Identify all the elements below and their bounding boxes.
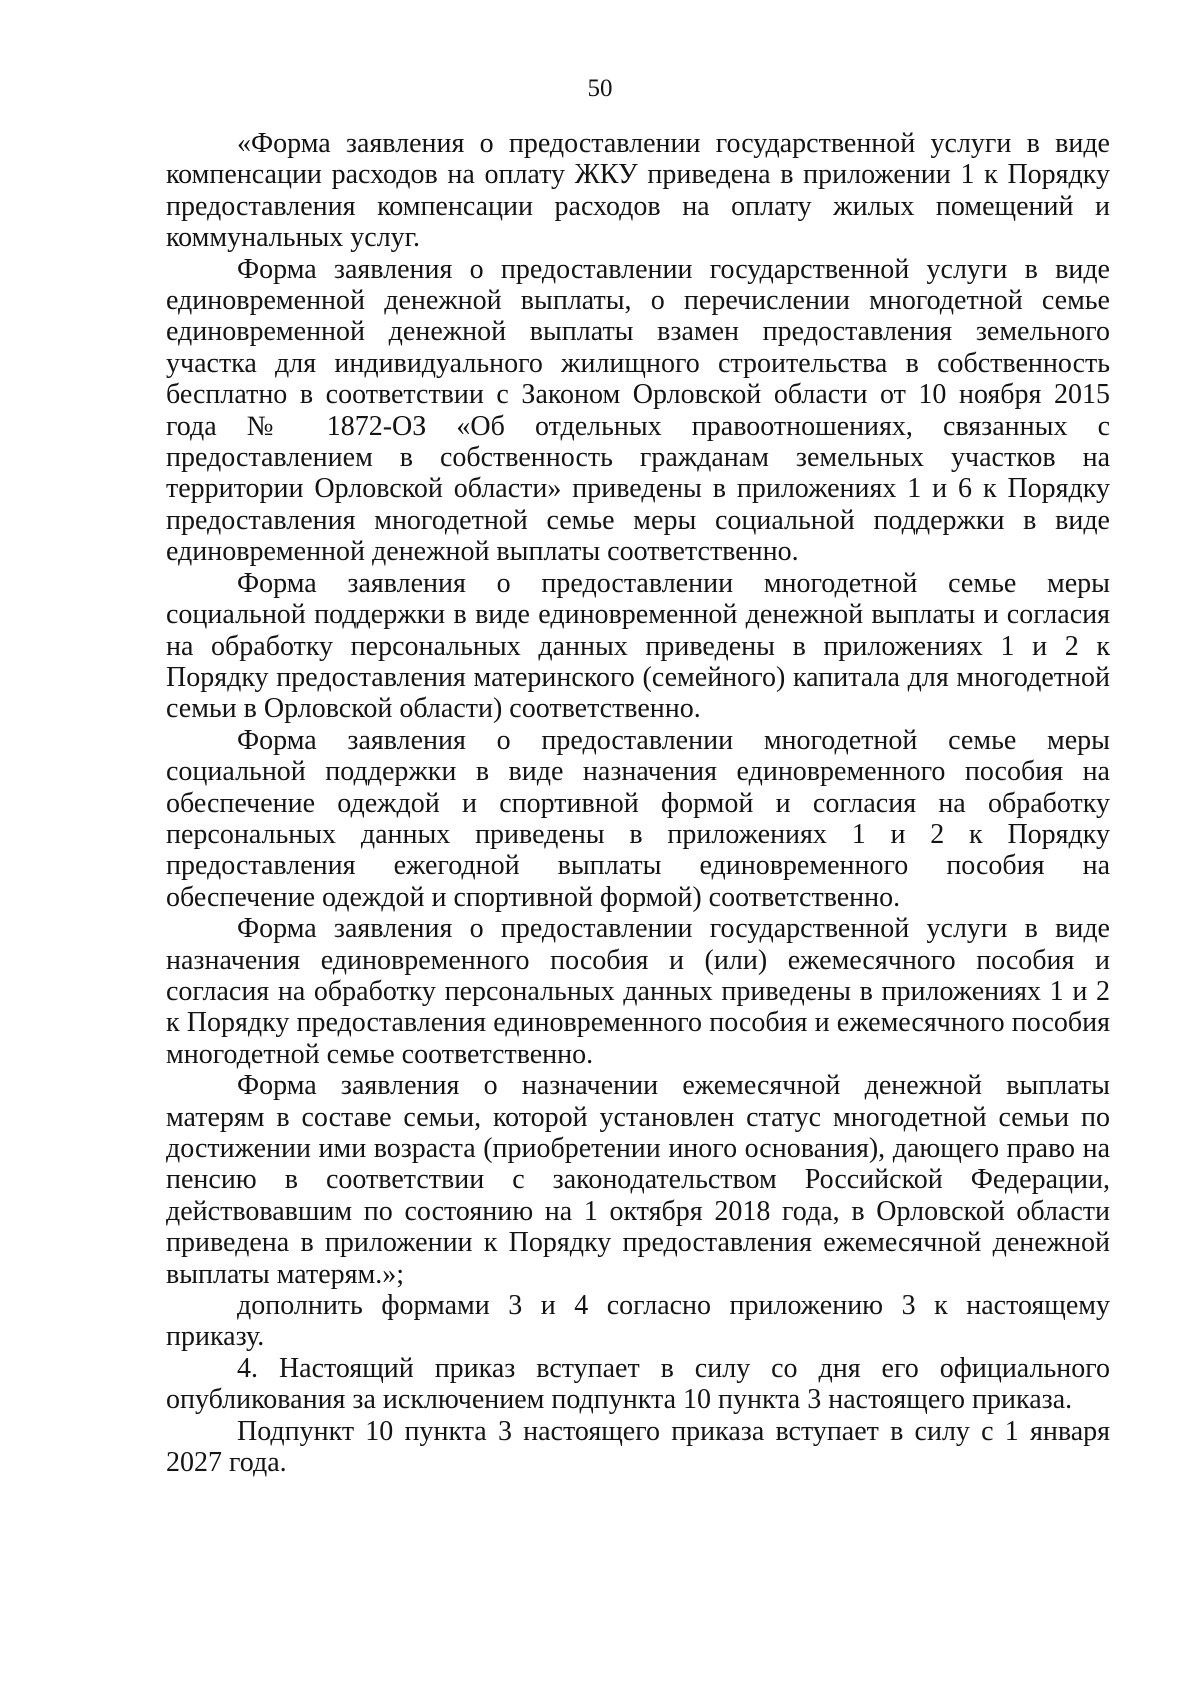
- paragraph-1: «Форма заявления о предоставлении государственной услуги в виде компенсации расходов на оплату ЖКУ приведена в приложении 1 к Порядку предоставления компенсации расходов на оплату жилых помещений и коммунальных услуг.: [166, 128, 1110, 254]
- paragraph-9: Подпункт 10 пункта 3 настоящего приказа вступает в силу с 1 января 2027 года.: [166, 1415, 1110, 1479]
- paragraph-3: Форма заявления о предоставлении многодетной семье меры социальной поддержки в виде единовременной денежной выплаты и согласия на обработку персональных данных приведены в приложениях 1 и 2 к Порядку предоставления материнского (семейного) капитала для многодетной семьи в Орловской области) соответственно.: [166, 567, 1110, 725]
- document-body: [166, 128, 1110, 1478]
- paragraph-7: дополнить формами 3 и 4 согласно приложению 3 к настоящему приказу.: [166, 1290, 1110, 1353]
- paragraph-6: Форма заявления о назначении ежемесячной денежной выплаты матерям в составе семьи, которой установлен статус многодетной семьи по достижении ими возраста (приобретении иного основания), дающего право на пенсию в соответствии с законодательством Российской Федерации, действовавшим по состоянию на 1 октября 2018 года, в Орловской области приведена в приложении к Порядку предоставления ежемесячной денежной выплаты матерям.»;: [166, 1070, 1110, 1290]
- paragraph-2: Форма заявления о предоставлении государственной услуги в виде единовременной денежной выплаты, о перечислении многодетной семье единовременной денежной выплаты взамен предоставления земельного участка для индивидуального жилищного строительства в собственность бесплатно в соответствии с Законом Орловской области от 10 ноября 2015 года № 1872-ОЗ «Об отдельных правоотношениях, связанных с предоставлением в собственность гражданам земельных участков на территории Орловской области» приведены в приложениях 1 и 6 к Порядку предоставления многодетной семье меры социальной поддержки в виде единовременной денежной выплаты соответственно.: [166, 253, 1110, 568]
- page-number: 50: [587, 75, 613, 102]
- paragraph-5: Форма заявления о предоставлении государственной услуги в виде назначения единовременного пособия и (или) ежемесячного пособия и согласия на обработку персональных данных приведены в приложениях 1 и 2 к Порядку предоставления единовременного пособия и ежемесячного пособия многодетной семье соответственно.: [166, 913, 1110, 1070]
- paragraph-4: Форма заявления о предоставлении многодетной семье меры социальной поддержки в виде назначения единовременного пособия на обеспечение одеждой и спортивной формой и согласия на обработку персональных данных приведены в приложениях 1 и 2 к Порядку предоставления ежегодной выплаты единовременного пособия на обеспечение одеждой и спортивной формой) соответственно.: [166, 724, 1110, 913]
- paragraph-8: 4. Настоящий приказ вступает в силу со дня его официального опубликования за исключением подпункта 10 пункта 3 настоящего приказа.: [166, 1352, 1110, 1416]
